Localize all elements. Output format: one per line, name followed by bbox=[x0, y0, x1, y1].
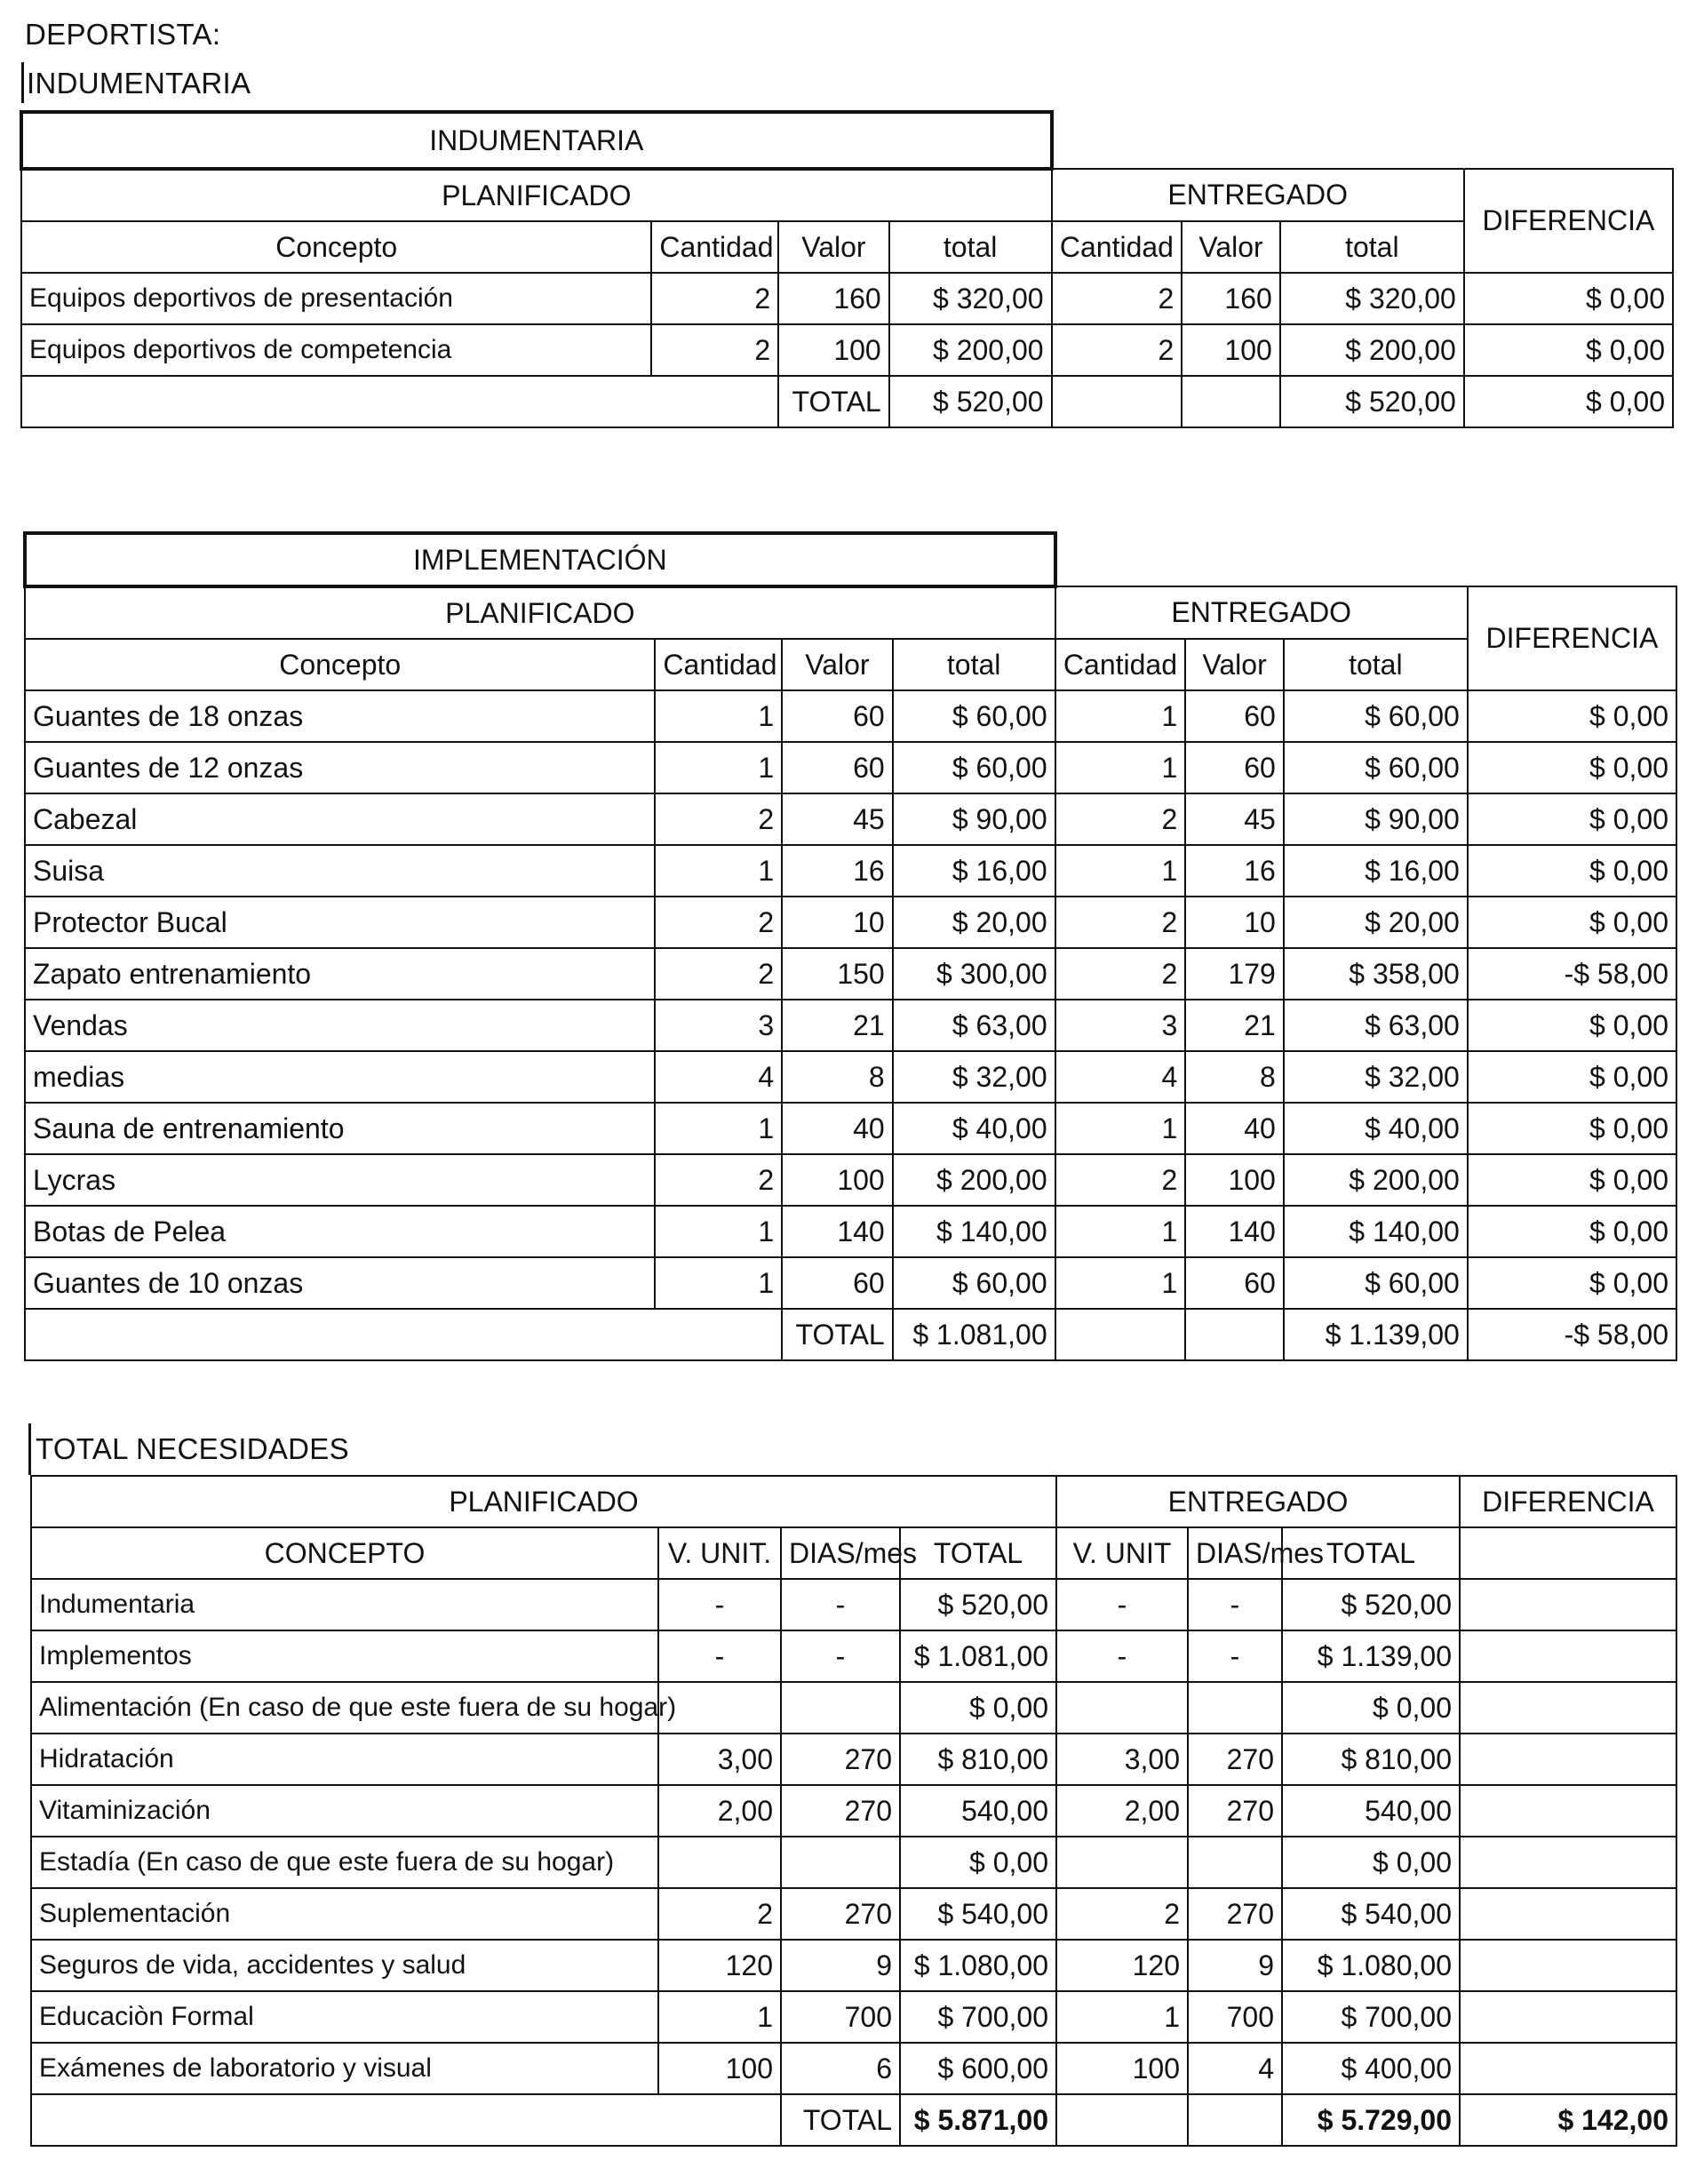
diferencia-cell: -$ 58,00 bbox=[1468, 948, 1676, 1000]
diferencia-blank bbox=[1460, 2043, 1676, 2094]
valor-cell: 60 bbox=[1185, 690, 1284, 742]
valor-cell: 100 bbox=[778, 324, 889, 376]
cantidad-cell: 4 bbox=[655, 1051, 782, 1103]
valor-cell: 10 bbox=[782, 897, 893, 948]
dias-mes-cell: 6 bbox=[781, 2043, 900, 2094]
v-unit-cell: - bbox=[658, 1630, 781, 1682]
table-row bbox=[31, 1579, 1676, 1630]
column-header: TOTAL bbox=[900, 1527, 1056, 1579]
total-cell: $ 90,00 bbox=[893, 793, 1055, 845]
table-row bbox=[25, 845, 1676, 897]
dias-mes-cell: - bbox=[1188, 1630, 1282, 1682]
table-row bbox=[25, 1206, 1676, 1257]
v-unit-cell: - bbox=[1056, 1579, 1188, 1630]
diferencia-blank bbox=[1460, 1630, 1676, 1682]
table-row bbox=[25, 742, 1676, 793]
concepto-cell: Protector Bucal bbox=[25, 897, 655, 948]
column-header: total bbox=[889, 221, 1052, 273]
total-cell: $ 140,00 bbox=[1284, 1206, 1468, 1257]
column-header: total bbox=[1280, 221, 1464, 273]
v-unit-cell: 2,00 bbox=[1056, 1785, 1188, 1837]
dias-mes-cell: 270 bbox=[781, 1785, 900, 1837]
table-row bbox=[25, 690, 1676, 742]
table-row bbox=[25, 1051, 1676, 1103]
total-cell: $ 0,00 bbox=[900, 1682, 1056, 1734]
table-row bbox=[31, 1888, 1676, 1940]
concepto-cell: Guantes de 18 onzas bbox=[25, 690, 655, 742]
total-label: TOTAL bbox=[782, 1309, 893, 1360]
total-cell: $ 358,00 bbox=[1284, 948, 1468, 1000]
cantidad-cell: 2 bbox=[1052, 273, 1182, 324]
v-unit-cell: 100 bbox=[658, 2043, 781, 2094]
total-cell: $ 200,00 bbox=[889, 324, 1052, 376]
planificado-header: PLANIFICADO bbox=[21, 169, 1052, 221]
cantidad-cell: 2 bbox=[1055, 897, 1186, 948]
total-cell: $ 20,00 bbox=[1284, 897, 1468, 948]
dias-mes-cell: 270 bbox=[781, 1888, 900, 1940]
total-cell: $ 0,00 bbox=[1282, 1682, 1460, 1734]
cantidad-cell: 2 bbox=[1055, 1154, 1186, 1206]
table-indumentaria bbox=[20, 110, 1674, 428]
diferencia-header: DIFERENCIA bbox=[1468, 586, 1676, 690]
total-cell: $ 60,00 bbox=[1284, 690, 1468, 742]
total-planificado: $ 520,00 bbox=[889, 376, 1052, 427]
valor-cell: 40 bbox=[1185, 1103, 1284, 1154]
total-row-blank bbox=[25, 1309, 655, 1360]
concepto-cell: Exámenes de laboratorio y visual bbox=[31, 2043, 658, 2094]
concepto-cell: Vendas bbox=[25, 1000, 655, 1051]
dias-mes-cell: 4 bbox=[1188, 2043, 1282, 2094]
cantidad-cell: 2 bbox=[1055, 948, 1186, 1000]
diferencia-cell: $ 0,00 bbox=[1468, 845, 1676, 897]
total-row-blank bbox=[1052, 376, 1182, 427]
concepto-cell: Educaciòn Formal bbox=[31, 1991, 658, 2043]
valor-cell: 60 bbox=[782, 690, 893, 742]
diferencia-cell: $ 0,00 bbox=[1468, 1206, 1676, 1257]
concepto-cell: Alimentación (En caso de que este fuera de su hogar) bbox=[31, 1682, 658, 1734]
concepto-cell: Guantes de 10 onzas bbox=[25, 1257, 655, 1309]
concepto-cell: Vitaminización bbox=[31, 1785, 658, 1837]
concepto-cell: Sauna de entrenamiento bbox=[25, 1103, 655, 1154]
table-row bbox=[25, 1154, 1676, 1206]
diferencia-header: DIFERENCIA bbox=[1464, 169, 1673, 273]
dias-mes-cell: 9 bbox=[1188, 1940, 1282, 1991]
cantidad-cell: 1 bbox=[655, 1206, 782, 1257]
valor-cell: 160 bbox=[778, 273, 889, 324]
diferencia-cell: $ 0,00 bbox=[1468, 1000, 1676, 1051]
valor-cell: 21 bbox=[782, 1000, 893, 1051]
valor-cell: 10 bbox=[1185, 897, 1284, 948]
total-cell: $ 63,00 bbox=[893, 1000, 1055, 1051]
total-entregado: $ 1.139,00 bbox=[1284, 1309, 1468, 1360]
cantidad-cell: 1 bbox=[655, 742, 782, 793]
cantidad-cell: 1 bbox=[1055, 742, 1186, 793]
total-cell: $ 300,00 bbox=[893, 948, 1055, 1000]
table-row bbox=[31, 1734, 1676, 1785]
total-cell: 540,00 bbox=[900, 1785, 1056, 1837]
table-row bbox=[21, 273, 1673, 324]
total-cell: $ 320,00 bbox=[889, 273, 1052, 324]
table-row bbox=[31, 1837, 1676, 1888]
diferencia-blank bbox=[1460, 1682, 1676, 1734]
total-row-blank bbox=[651, 376, 778, 427]
valor-cell: 150 bbox=[782, 948, 893, 1000]
column-header: DIAS/mes bbox=[781, 1527, 900, 1579]
total-cell: $ 16,00 bbox=[1284, 845, 1468, 897]
table-row bbox=[21, 324, 1673, 376]
valor-cell: 60 bbox=[1185, 1257, 1284, 1309]
column-header: Valor bbox=[782, 639, 893, 690]
total-diferencia: -$ 58,00 bbox=[1468, 1309, 1676, 1360]
total-cell: $ 20,00 bbox=[893, 897, 1055, 948]
v-unit-cell: 2 bbox=[1056, 1888, 1188, 1940]
cantidad-cell: 2 bbox=[1052, 324, 1182, 376]
valor-cell: 100 bbox=[1185, 1154, 1284, 1206]
table-row bbox=[25, 793, 1676, 845]
planificado-header: PLANIFICADO bbox=[25, 586, 1055, 639]
total-row-blank bbox=[655, 1309, 782, 1360]
total-row bbox=[21, 376, 1673, 427]
total-cell: $ 540,00 bbox=[1282, 1888, 1460, 1940]
dias-mes-cell: 700 bbox=[1188, 1991, 1282, 2043]
valor-cell: 21 bbox=[1185, 1000, 1284, 1051]
valor-cell: 60 bbox=[782, 742, 893, 793]
v-unit-cell: 3,00 bbox=[1056, 1734, 1188, 1785]
table-row bbox=[31, 1785, 1676, 1837]
concepto-cell: Suisa bbox=[25, 845, 655, 897]
total-row-blank bbox=[1055, 1309, 1186, 1360]
total-cell: $ 810,00 bbox=[900, 1734, 1056, 1785]
concepto-cell: Zapato entrenamiento bbox=[25, 948, 655, 1000]
valor-cell: 16 bbox=[1185, 845, 1284, 897]
diferencia-cell: $ 0,00 bbox=[1468, 1257, 1676, 1309]
dias-mes-cell: 9 bbox=[781, 1940, 900, 1991]
diferencia-cell: $ 0,00 bbox=[1468, 742, 1676, 793]
total-row-blank bbox=[1056, 2094, 1188, 2146]
table-total-necesidades bbox=[30, 1475, 1677, 2147]
total-row-blank bbox=[31, 2094, 658, 2146]
cantidad-cell: 1 bbox=[1055, 690, 1186, 742]
cantidad-cell: 1 bbox=[1055, 1257, 1186, 1309]
diferencia-cell: $ 0,00 bbox=[1468, 1103, 1676, 1154]
cantidad-cell: 2 bbox=[655, 793, 782, 845]
column-header: Valor bbox=[1182, 221, 1280, 273]
v-unit-cell: 2 bbox=[658, 1888, 781, 1940]
dias-mes-cell bbox=[781, 1837, 900, 1888]
cantidad-cell: 4 bbox=[1055, 1051, 1186, 1103]
total-cell: $ 1.139,00 bbox=[1282, 1630, 1460, 1682]
cantidad-cell: 2 bbox=[1055, 793, 1186, 845]
total-cell: 540,00 bbox=[1282, 1785, 1460, 1837]
cantidad-cell: 2 bbox=[655, 897, 782, 948]
total-cell: $ 200,00 bbox=[1280, 324, 1464, 376]
cantidad-cell: 3 bbox=[655, 1000, 782, 1051]
v-unit-cell: 120 bbox=[658, 1940, 781, 1991]
diferencia-cell: $ 0,00 bbox=[1468, 897, 1676, 948]
total-cell: $ 200,00 bbox=[1284, 1154, 1468, 1206]
v-unit-cell bbox=[1056, 1682, 1188, 1734]
column-header: Cantidad bbox=[1052, 221, 1182, 273]
diferencia-cell: $ 0,00 bbox=[1468, 1051, 1676, 1103]
section-marker bbox=[21, 62, 24, 103]
deportista-label: DEPORTISTA: bbox=[25, 18, 221, 51]
cantidad-cell: 1 bbox=[1055, 1206, 1186, 1257]
total-entregado: $ 520,00 bbox=[1280, 376, 1464, 427]
planificado-header: PLANIFICADO bbox=[31, 1476, 1056, 1527]
total-cell: $ 140,00 bbox=[893, 1206, 1055, 1257]
diferencia-blank bbox=[1460, 1888, 1676, 1940]
valor-cell: 140 bbox=[1185, 1206, 1284, 1257]
total-cell: $ 1.080,00 bbox=[900, 1940, 1056, 1991]
cantidad-cell: 2 bbox=[655, 1154, 782, 1206]
valor-cell: 40 bbox=[782, 1103, 893, 1154]
total-cell: $ 60,00 bbox=[893, 1257, 1055, 1309]
dias-mes-cell bbox=[1188, 1837, 1282, 1888]
table-row bbox=[31, 1991, 1676, 2043]
entregado-header: ENTREGADO bbox=[1055, 586, 1468, 639]
valor-cell: 16 bbox=[782, 845, 893, 897]
table-row bbox=[25, 1257, 1676, 1309]
total-label: TOTAL bbox=[781, 2094, 900, 2146]
cantidad-cell: 2 bbox=[655, 948, 782, 1000]
valor-cell: 100 bbox=[1182, 324, 1280, 376]
total-cell: $ 32,00 bbox=[1284, 1051, 1468, 1103]
concepto-cell: Cabezal bbox=[25, 793, 655, 845]
cantidad-cell: 1 bbox=[1055, 845, 1186, 897]
diferencia-cell: $ 0,00 bbox=[1464, 273, 1673, 324]
valor-cell: 45 bbox=[1185, 793, 1284, 845]
table-implementacion bbox=[23, 531, 1677, 1361]
total-cell: $ 40,00 bbox=[1284, 1103, 1468, 1154]
table-row bbox=[25, 1103, 1676, 1154]
cantidad-cell: 1 bbox=[655, 845, 782, 897]
total-cell: $ 700,00 bbox=[900, 1991, 1056, 2043]
total-cell: $ 40,00 bbox=[893, 1103, 1055, 1154]
cantidad-cell: 2 bbox=[651, 273, 778, 324]
v-unit-cell: - bbox=[658, 1579, 781, 1630]
diferencia-blank bbox=[1460, 1991, 1676, 2043]
total-row-blank bbox=[1182, 376, 1280, 427]
column-header: TOTAL bbox=[1282, 1527, 1460, 1579]
concepto-cell: Guantes de 12 onzas bbox=[25, 742, 655, 793]
dias-mes-cell: - bbox=[781, 1579, 900, 1630]
dias-mes-cell bbox=[1188, 1682, 1282, 1734]
entregado-header: ENTREGADO bbox=[1052, 169, 1464, 221]
v-unit-cell: 2,00 bbox=[658, 1785, 781, 1837]
total-entregado: $ 5.729,00 bbox=[1282, 2094, 1460, 2146]
table-title: INDUMENTARIA bbox=[21, 112, 1052, 169]
total-label: TOTAL bbox=[778, 376, 889, 427]
total-cell: $ 540,00 bbox=[900, 1888, 1056, 1940]
total-cell: $ 520,00 bbox=[1282, 1579, 1460, 1630]
column-header: Cantidad bbox=[1055, 639, 1186, 690]
column-header: DIAS/mes bbox=[1188, 1527, 1282, 1579]
column-header: Cantidad bbox=[651, 221, 778, 273]
dias-mes-cell bbox=[781, 1682, 900, 1734]
total-planificado: $ 5.871,00 bbox=[900, 2094, 1056, 2146]
table-row bbox=[31, 1940, 1676, 1991]
dias-mes-cell: 270 bbox=[1188, 1734, 1282, 1785]
cantidad-cell: 1 bbox=[1055, 1103, 1186, 1154]
total-row bbox=[25, 1309, 1676, 1360]
total-planificado: $ 1.081,00 bbox=[893, 1309, 1055, 1360]
total-diferencia: $ 0,00 bbox=[1464, 376, 1673, 427]
column-header: total bbox=[893, 639, 1055, 690]
valor-cell: 45 bbox=[782, 793, 893, 845]
column-header: Concepto bbox=[25, 639, 655, 690]
diferencia-cell: $ 0,00 bbox=[1468, 793, 1676, 845]
total-row bbox=[31, 2094, 1676, 2146]
table-row bbox=[31, 1630, 1676, 1682]
total-cell: $ 810,00 bbox=[1282, 1734, 1460, 1785]
concepto-cell: Lycras bbox=[25, 1154, 655, 1206]
section-marker bbox=[28, 1423, 31, 1475]
diferencia-blank bbox=[1460, 1734, 1676, 1785]
dias-mes-cell: 700 bbox=[781, 1991, 900, 2043]
total-row-blank bbox=[658, 2094, 781, 2146]
valor-cell: 60 bbox=[782, 1257, 893, 1309]
diferencia-blank bbox=[1460, 1837, 1676, 1888]
total-row-blank bbox=[1185, 1309, 1284, 1360]
column-header: Valor bbox=[1185, 639, 1284, 690]
table-row bbox=[31, 2043, 1676, 2094]
diferencia-cell: $ 0,00 bbox=[1468, 1154, 1676, 1206]
entregado-header: ENTREGADO bbox=[1056, 1476, 1460, 1527]
total-cell: $ 60,00 bbox=[1284, 742, 1468, 793]
valor-cell: 100 bbox=[782, 1154, 893, 1206]
empty-header-space bbox=[1055, 533, 1676, 586]
total-cell: $ 16,00 bbox=[893, 845, 1055, 897]
table-row bbox=[31, 1682, 1676, 1734]
dias-mes-cell: 270 bbox=[1188, 1785, 1282, 1837]
concepto-cell: medias bbox=[25, 1051, 655, 1103]
cantidad-cell: 1 bbox=[655, 1103, 782, 1154]
total-cell: $ 0,00 bbox=[1282, 1837, 1460, 1888]
concepto-cell: Estadía (En caso de que este fuera de su hogar) bbox=[31, 1837, 658, 1888]
valor-cell: 179 bbox=[1185, 948, 1284, 1000]
cantidad-cell: 2 bbox=[651, 324, 778, 376]
column-header: CONCEPTO bbox=[31, 1527, 658, 1579]
total-cell: $ 32,00 bbox=[893, 1051, 1055, 1103]
valor-cell: 8 bbox=[1185, 1051, 1284, 1103]
total-cell: $ 1.081,00 bbox=[900, 1630, 1056, 1682]
table-row bbox=[25, 1000, 1676, 1051]
total-cell: $ 90,00 bbox=[1284, 793, 1468, 845]
dias-mes-cell: 270 bbox=[1188, 1888, 1282, 1940]
total-cell: $ 200,00 bbox=[893, 1154, 1055, 1206]
concepto-cell: Suplementación bbox=[31, 1888, 658, 1940]
concepto-cell: Seguros de vida, accidentes y salud bbox=[31, 1940, 658, 1991]
v-unit-cell: 100 bbox=[1056, 2043, 1188, 2094]
total-cell: $ 700,00 bbox=[1282, 1991, 1460, 2043]
dias-mes-cell: - bbox=[1188, 1579, 1282, 1630]
total-cell: $ 400,00 bbox=[1282, 2043, 1460, 2094]
v-unit-cell: 3,00 bbox=[658, 1734, 781, 1785]
concepto-cell: Indumentaria bbox=[31, 1579, 658, 1630]
v-unit-cell bbox=[1056, 1837, 1188, 1888]
total-cell: $ 520,00 bbox=[900, 1579, 1056, 1630]
column-header: V. UNIT. bbox=[658, 1527, 781, 1579]
column-header: Concepto bbox=[21, 221, 651, 273]
cantidad-cell: 1 bbox=[655, 1257, 782, 1309]
concepto-cell: Hidratación bbox=[31, 1734, 658, 1785]
diferencia-blank bbox=[1460, 1579, 1676, 1630]
column-header: total bbox=[1284, 639, 1468, 690]
concepto-cell: Equipos deportivos de presentación bbox=[21, 273, 651, 324]
diferencia-blank bbox=[1460, 1940, 1676, 1991]
total-cell: $ 60,00 bbox=[893, 742, 1055, 793]
total-cell: $ 63,00 bbox=[1284, 1000, 1468, 1051]
v-unit-cell: 120 bbox=[1056, 1940, 1188, 1991]
empty-header-space bbox=[1052, 112, 1673, 169]
concepto-cell: Equipos deportivos de competencia bbox=[21, 324, 651, 376]
total-cell: $ 60,00 bbox=[1284, 1257, 1468, 1309]
section-title-indumentaria: INDUMENTARIA bbox=[27, 67, 251, 100]
diferencia-blank bbox=[1460, 1785, 1676, 1837]
total-cell: $ 320,00 bbox=[1280, 273, 1464, 324]
v-unit-cell: 1 bbox=[1056, 1991, 1188, 2043]
v-unit-cell: - bbox=[1056, 1630, 1188, 1682]
valor-cell: 140 bbox=[782, 1206, 893, 1257]
dias-mes-cell: - bbox=[781, 1630, 900, 1682]
cantidad-cell: 3 bbox=[1055, 1000, 1186, 1051]
valor-cell: 60 bbox=[1185, 742, 1284, 793]
diferencia-cell: $ 0,00 bbox=[1468, 690, 1676, 742]
concepto-cell: Botas de Pelea bbox=[25, 1206, 655, 1257]
diferencia-blank bbox=[1460, 1527, 1676, 1579]
concepto-cell: Implementos bbox=[31, 1630, 658, 1682]
dias-mes-cell: 270 bbox=[781, 1734, 900, 1785]
table-title: IMPLEMENTACIÓN bbox=[25, 533, 1055, 586]
total-cell: $ 60,00 bbox=[893, 690, 1055, 742]
total-row-blank bbox=[21, 376, 651, 427]
v-unit-cell bbox=[658, 1837, 781, 1888]
valor-cell: 8 bbox=[782, 1051, 893, 1103]
cantidad-cell: 1 bbox=[655, 690, 782, 742]
total-cell: $ 0,00 bbox=[900, 1837, 1056, 1888]
diferencia-header: DIFERENCIA bbox=[1460, 1476, 1676, 1527]
table-row bbox=[25, 897, 1676, 948]
column-header: Cantidad bbox=[655, 639, 782, 690]
v-unit-cell bbox=[658, 1682, 781, 1734]
column-header: Valor bbox=[778, 221, 889, 273]
valor-cell: 160 bbox=[1182, 273, 1280, 324]
total-cell: $ 1.080,00 bbox=[1282, 1940, 1460, 1991]
table-row bbox=[25, 948, 1676, 1000]
total-diferencia: $ 142,00 bbox=[1460, 2094, 1676, 2146]
section-title-total-necesidades: TOTAL NECESIDADES bbox=[36, 1432, 349, 1465]
v-unit-cell: 1 bbox=[658, 1991, 781, 2043]
column-header: V. UNIT bbox=[1056, 1527, 1188, 1579]
diferencia-cell: $ 0,00 bbox=[1464, 324, 1673, 376]
total-row-blank bbox=[1188, 2094, 1282, 2146]
total-cell: $ 600,00 bbox=[900, 2043, 1056, 2094]
